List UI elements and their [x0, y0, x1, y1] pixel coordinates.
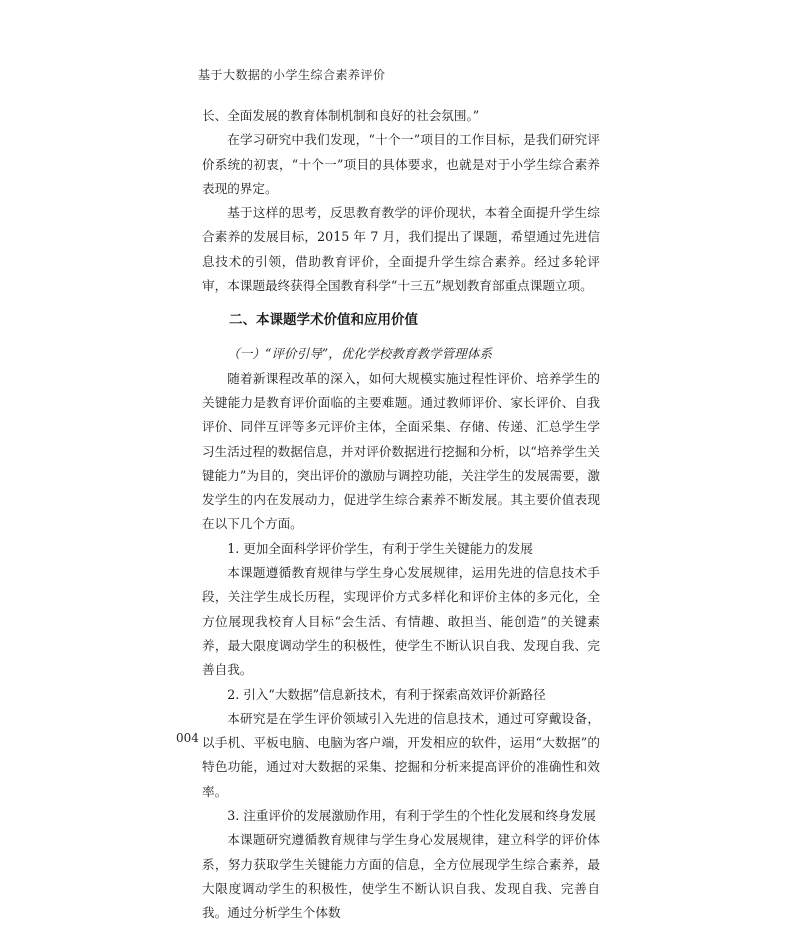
page-number: 004: [176, 731, 199, 745]
page-body: [202, 104, 600, 926]
running-head: 基于大数据的小学生综合素养评价: [198, 68, 386, 82]
item-3-text: 本课题研究遵循教育规律与学生身心发展规律，建立科学的评价体系，努力获取学生关键能力方面的信息，全方位展现学生综合素养，最大限度调动学生的积极性，使学生不断认识自我、发现自我、完善自我。通过分析学生个体数: [202, 832, 600, 921]
paragraph-3: 基于这样的思考，反思教育教学的评价现状，本着全面提升学生综合素养的发展目标，2015 年 7 月，我们提出了课题，希望通过先进信息技术的引领，借助教育评价，全面提升学生综合素养。经过多轮评审，本课题最终获得全国教育科学“十三五”规划教育部重点课题立项。: [202, 205, 600, 294]
item-2-text: 本研究是在学生评价领域引入先进的信息技术，通过可穿戴设备，以手机、平板电脑、电脑为客户端，开发相应的软件，运用“大数据”的特色功能，通过对大数据的采集、挖掘和分析来提高评价的准确性和效率。: [202, 710, 600, 799]
item-3-title: 3. 注重评价的发展激励作用，有利于学生的个性化发展和终身发展: [227, 808, 596, 824]
paragraph-1: 长、全面发展的教育体制机制和良好的社会氛围。”: [202, 108, 480, 123]
item-1-title: 1. 更加全面科学评价学生，有利于学生关键能力的发展: [227, 540, 533, 556]
item-2-title: 2. 引入“大数据”信息新技术，有利于探索高效评价新路径: [227, 686, 546, 702]
subsection-heading: （一）“评价引导”，优化学校教育教学管理体系: [227, 346, 492, 362]
section-heading: 二、本课题学术价值和应用价值: [229, 312, 418, 329]
paragraph-2: 在学习研究中我们发现，“十个一”项目的工作目标，是我们研究评价系统的初衷，“十个一”项目的具体要求，也就是对于小学生综合素养表现的界定。: [202, 132, 600, 196]
paragraph-4: 随着新课程改革的深入，如何大规模实施过程性评价、培养学生的关键能力是教育评价面临的主要难题。通过教师评价、家长评价、自我评价、同伴互评等多元评价主体，全面采集、存储、传递、汇总学生学习生活过程的数据信息，并对评价数据进行挖掘和分析，以“培养学生关键能力”为目的，突出评价的激励与调控功能，关注学生的发展需要，激发学生的内在发展动力，促进学生综合素养不断发展。其主要价值表现在以下几个方面。: [202, 370, 600, 532]
item-1-text: 本课题遵循教育规律与学生身心发展规律，运用先进的信息技术手段，关注学生成长历程，实现评价方式多样化和评价主体的多元化，全方位展现我校育人目标“会生活、有情趣、敢担当、能创造”的关键素养，最大限度调动学生的积极性，使学生不断认识自我、发现自我、完善自我。: [202, 565, 600, 678]
